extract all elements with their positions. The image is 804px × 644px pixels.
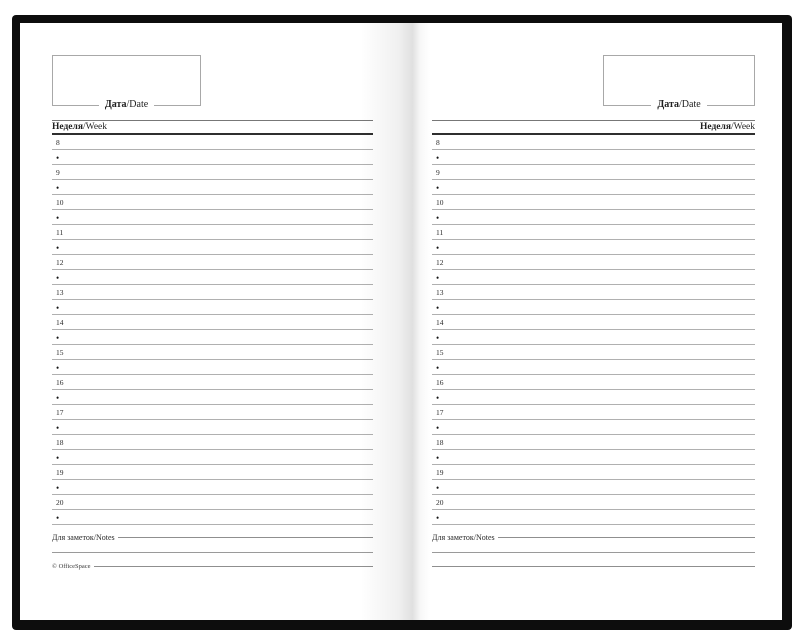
schedule-grid (52, 135, 373, 525)
hour-row (432, 135, 755, 150)
hour-label: 17 (56, 408, 64, 417)
bullet-dot: • (56, 153, 60, 163)
hour-label: 9 (436, 168, 440, 177)
date-label-ru: Дата (657, 99, 679, 110)
hour-row (52, 345, 373, 360)
hour-row (52, 135, 373, 150)
bullet-row (52, 180, 373, 195)
bullet-dot: • (56, 513, 60, 523)
hour-row (432, 195, 755, 210)
notes-label: Для заметок/Notes (52, 533, 115, 542)
notes-row (432, 531, 755, 544)
hour-row (52, 285, 373, 300)
bullet-dot: • (436, 243, 440, 253)
date-rule-left (52, 105, 99, 106)
hour-label: 8 (56, 138, 60, 147)
hour-label: 11 (436, 228, 444, 237)
week-label (52, 122, 107, 132)
hour-label: 13 (56, 288, 64, 297)
brand-copyright: © OfficeSpace (52, 562, 91, 570)
date-rule-left (603, 105, 651, 106)
hour-row (432, 285, 755, 300)
left-page (52, 23, 373, 620)
bullet-dot: • (436, 213, 440, 223)
hour-label: 16 (56, 378, 64, 387)
hour-row (432, 315, 755, 330)
hour-label: 9 (56, 168, 60, 177)
bullet-row (52, 510, 373, 525)
notes-rule (498, 537, 755, 538)
hour-label: 10 (436, 198, 444, 207)
hour-label: 15 (436, 348, 444, 357)
hour-row (52, 255, 373, 270)
bullet-row (432, 240, 755, 255)
bullet-dot: • (436, 393, 440, 403)
bullet-row (52, 210, 373, 225)
bullet-dot: • (56, 393, 60, 403)
bullet-row (52, 450, 373, 465)
page-spread (20, 23, 782, 620)
week-label-ru: Неделя (52, 122, 83, 132)
bullet-dot: • (56, 273, 60, 283)
bullet-row (52, 420, 373, 435)
bullet-row (432, 180, 755, 195)
bullet-row (432, 150, 755, 165)
hour-label: 19 (436, 468, 444, 477)
bullet-dot: • (56, 303, 60, 313)
extra-rule (432, 552, 755, 553)
bullet-row (52, 330, 373, 345)
bullet-row (52, 300, 373, 315)
hour-row (432, 495, 755, 510)
bullet-dot: • (436, 453, 440, 463)
hour-label: 14 (436, 318, 444, 327)
date-box-area (603, 55, 755, 110)
hour-row (52, 165, 373, 180)
hour-row (52, 465, 373, 480)
hour-row (52, 195, 373, 210)
bullet-row (432, 480, 755, 495)
bullet-row (432, 450, 755, 465)
bullet-row (432, 300, 755, 315)
date-rule-right (707, 105, 755, 106)
hour-row (432, 345, 755, 360)
hour-row (52, 495, 373, 510)
bullet-dot: • (56, 243, 60, 253)
bullet-row (432, 420, 755, 435)
bullet-dot: • (56, 423, 60, 433)
footer-row (52, 560, 373, 572)
schedule-grid (432, 135, 755, 525)
bullet-dot: • (56, 453, 60, 463)
date-entry-box (52, 55, 201, 110)
notes-label: Для заметок/Notes (432, 533, 495, 542)
date-entry-box (603, 55, 755, 110)
hour-label: 12 (436, 258, 444, 267)
bullet-row (52, 360, 373, 375)
date-label-en: /Date (126, 99, 149, 110)
notes-row (52, 531, 373, 544)
hour-row (432, 255, 755, 270)
week-header (432, 120, 755, 135)
bullet-dot: • (436, 303, 440, 313)
bullet-row (52, 240, 373, 255)
date-label-en: /Date (679, 99, 701, 110)
bullet-dot: • (56, 183, 60, 193)
bullet-dot: • (436, 363, 440, 373)
hour-row (432, 375, 755, 390)
bullet-row (52, 150, 373, 165)
bullet-dot: • (56, 363, 60, 373)
hour-row (52, 375, 373, 390)
hour-label: 10 (56, 198, 64, 207)
hour-label: 11 (56, 228, 64, 237)
hour-row (52, 315, 373, 330)
bullet-dot: • (436, 513, 440, 523)
hour-label: 20 (436, 498, 444, 507)
week-label-en: /Week (730, 122, 755, 132)
bullet-dot: • (436, 273, 440, 283)
hour-label: 18 (56, 438, 64, 447)
bullet-row (52, 390, 373, 405)
date-label (651, 100, 706, 110)
extra-rule (52, 552, 373, 553)
hour-row (432, 165, 755, 180)
bullet-row (432, 270, 755, 285)
diary-cover-edge (12, 15, 792, 630)
footer-rule (432, 566, 755, 567)
date-label-ru: Дата (104, 99, 127, 110)
hour-label: 17 (436, 408, 444, 417)
hour-label: 16 (436, 378, 444, 387)
hour-row (432, 435, 755, 450)
hour-label: 18 (436, 438, 444, 447)
hour-label: 15 (56, 348, 64, 357)
hour-label: 20 (56, 498, 64, 507)
bullet-row (432, 330, 755, 345)
hour-row (52, 225, 373, 240)
bullet-row (432, 210, 755, 225)
hour-row (52, 435, 373, 450)
hour-label: 8 (436, 138, 440, 147)
date-box-bottom-edge (603, 100, 755, 110)
footer-rule (94, 566, 373, 567)
date-box-bottom-edge (52, 100, 201, 110)
bullet-dot: • (56, 333, 60, 343)
bullet-row (432, 390, 755, 405)
bullet-row (52, 270, 373, 285)
week-header (52, 120, 373, 135)
bullet-dot: • (56, 483, 60, 493)
hour-row (432, 225, 755, 240)
bullet-dot: • (436, 153, 440, 163)
hour-row (432, 465, 755, 480)
bullet-dot: • (436, 333, 440, 343)
week-label-ru: Неделя (699, 122, 731, 132)
bullet-row (432, 360, 755, 375)
hour-label: 19 (56, 468, 64, 477)
week-label-en: /Week (82, 122, 108, 132)
date-box-area (52, 55, 201, 110)
hour-label: 14 (56, 318, 64, 327)
bullet-dot: • (436, 483, 440, 493)
bullet-dot: • (436, 423, 440, 433)
bullet-row (432, 510, 755, 525)
right-page (432, 23, 755, 620)
hour-label: 13 (436, 288, 444, 297)
bullet-dot: • (436, 183, 440, 193)
notes-rule (118, 537, 373, 538)
date-rule-right (154, 105, 201, 106)
date-label (99, 100, 154, 110)
hour-row (432, 405, 755, 420)
hour-label: 12 (56, 258, 64, 267)
bullet-row (52, 480, 373, 495)
hour-row (52, 405, 373, 420)
bullet-dot: • (56, 213, 60, 223)
footer-row (432, 560, 755, 572)
week-label (700, 122, 755, 132)
